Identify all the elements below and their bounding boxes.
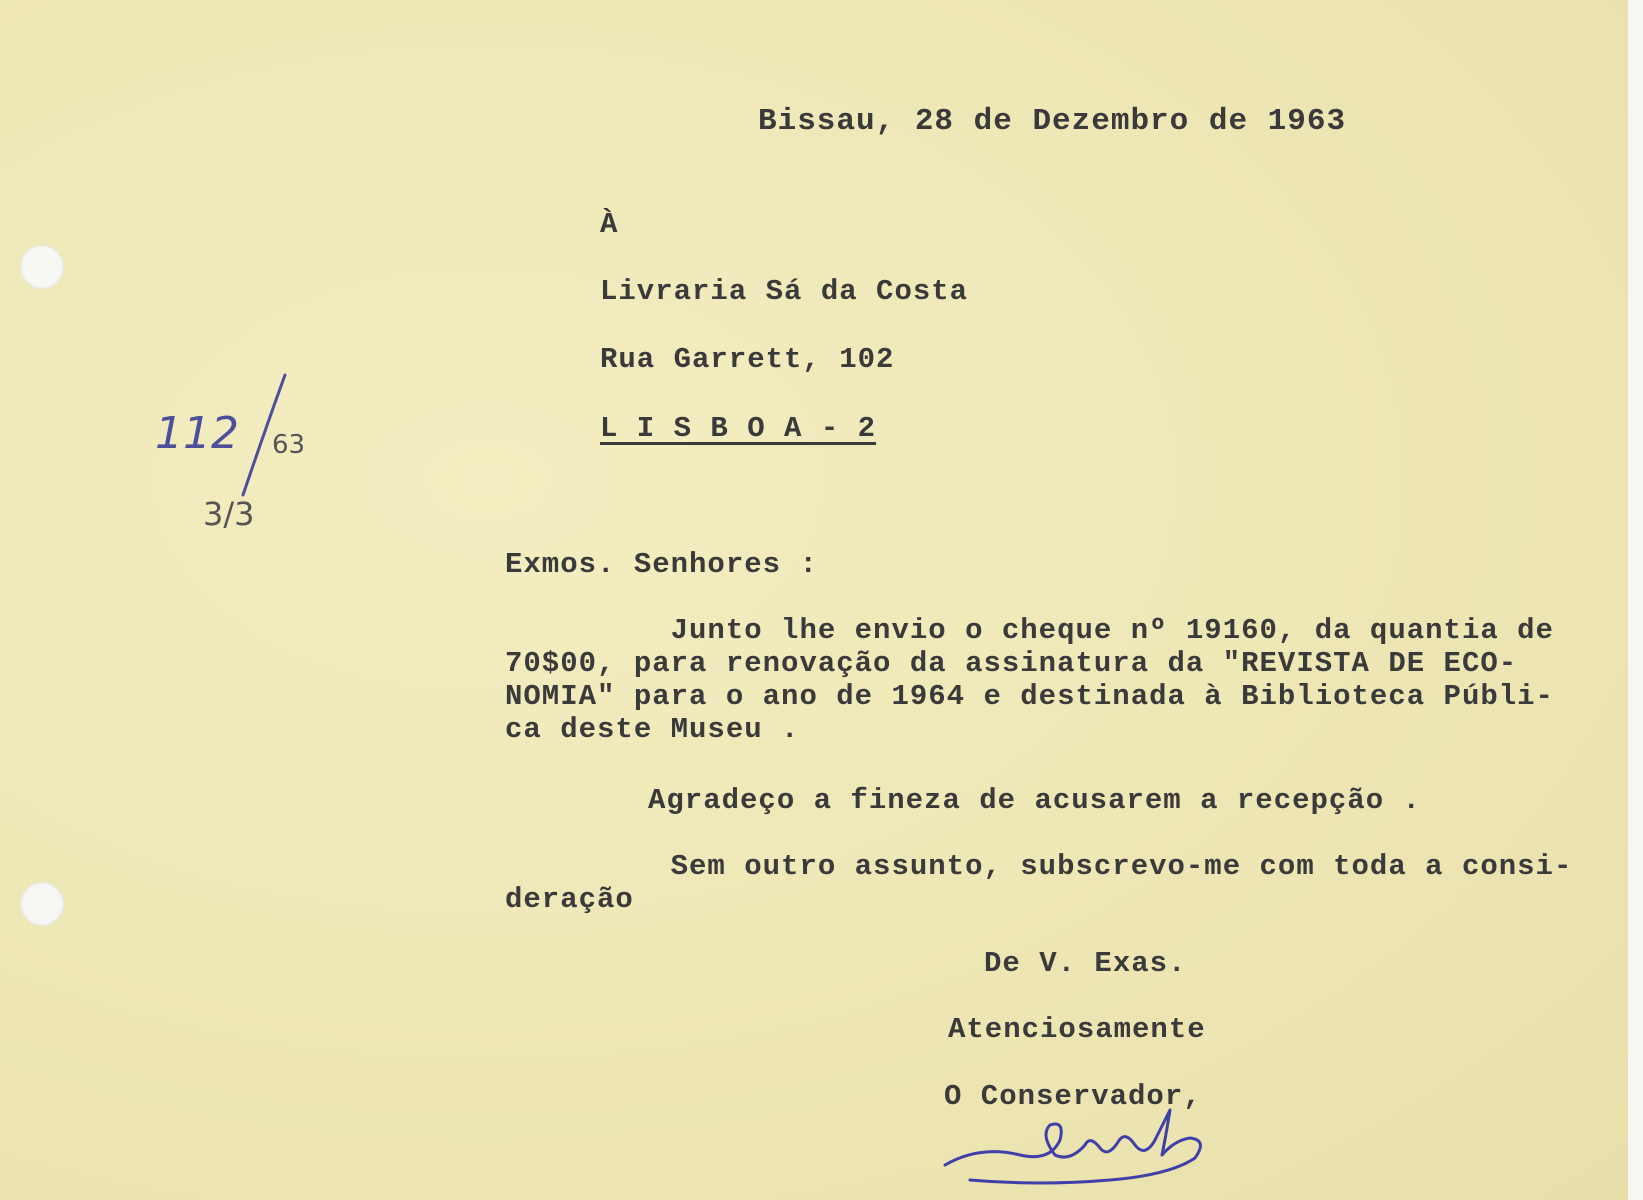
closing-greeting: De V. Exas.: [984, 947, 1187, 980]
closing-regards: Atenciosamente: [948, 1013, 1206, 1046]
handwritten-reference-year: 63: [272, 430, 306, 460]
salutation: Exmos. Senhores :: [505, 548, 818, 581]
body-paragraph-2: Agradeço a fineza de acusarem a recepção .: [648, 784, 1421, 817]
punch-hole-top: [20, 245, 64, 289]
body-paragraph-3: Sem outro assunto, subscrevo-me com toda a consi- deração: [505, 850, 1573, 916]
scan-edge: [1628, 0, 1643, 1200]
signatory-title: O Conservador,: [944, 1080, 1202, 1113]
signature: [940, 1100, 1240, 1195]
handwritten-reference-number: 112: [155, 408, 239, 459]
recipient-prefix: À: [600, 208, 619, 241]
handwritten-page-marker: 3/3: [203, 495, 255, 533]
punch-hole-bottom: [20, 882, 64, 926]
recipient-city: L I S B O A - 2: [600, 412, 877, 445]
letter-date: Bissau, 28 de Dezembro de 1963: [758, 104, 1347, 139]
recipient-name: Livraria Sá da Costa: [600, 275, 969, 308]
recipient-street: Rua Garrett, 102: [600, 343, 895, 376]
body-paragraph-1: Junto lhe envio o cheque nº 19160, da quantia de 70$00, para renovação da assinatura da "REVISTA DE ECO- NOMIA" para o ano de 1964 e destinada à Biblioteca Públi- ca deste Museu .: [505, 614, 1554, 746]
